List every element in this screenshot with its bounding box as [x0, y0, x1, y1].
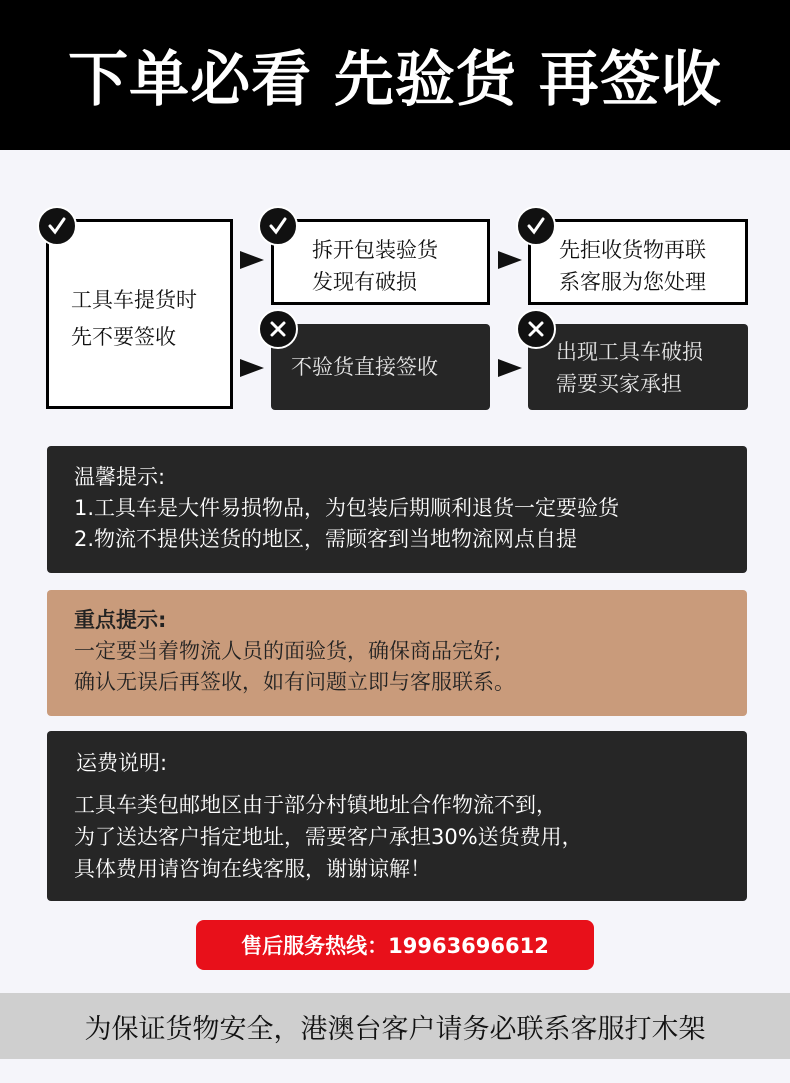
tips-line2: 2.物流不提供送货的地区，需顾客到当地物流网点自提: [74, 527, 578, 551]
flow-bad-step1-line1: 不验货直接签收: [291, 355, 438, 379]
check-badge-icon: [258, 206, 298, 246]
flow-ok-step1-box: [271, 219, 490, 305]
important-panel: [47, 590, 747, 716]
flow-ok-step1-line2: 发现有破损: [312, 270, 417, 294]
page-title: 下单必看 先验货 再签收: [68, 45, 722, 115]
flow-bad-step2-box: [528, 324, 748, 410]
shipping-title: 运费说明:: [76, 751, 168, 775]
important-title: 重点提示:: [74, 608, 167, 632]
arrow-right-icon: [240, 359, 264, 377]
hotline-badge: [196, 920, 594, 970]
flow-ok-step1-line1: 拆开包装验货: [312, 238, 438, 262]
flow-start-box: [46, 219, 233, 409]
flow-bad-step1-box: [271, 324, 490, 410]
flow-ok-step2-line2: 系客服为您处理: [559, 270, 706, 294]
footer-text: 为保证货物安全，港澳台客户请务必联系客服打木架: [84, 1013, 706, 1045]
shipping-line3: 具体费用请咨询在线客服，谢谢谅解！: [74, 857, 431, 881]
tips-panel: [47, 446, 747, 573]
tips-title: 温馨提示:: [74, 465, 166, 489]
cross-badge-icon: [258, 309, 298, 349]
flow-ok-step2-box: [528, 219, 748, 305]
shipping-panel: [47, 731, 747, 901]
flow-start-line1: 工具车提货时: [71, 288, 197, 312]
flow-bad-step2-line1: 出现工具车破损: [556, 340, 703, 364]
arrow-right-icon: [498, 359, 522, 377]
hotline-label: 售后服务热线：19963696612: [241, 934, 549, 958]
page-header: [0, 0, 790, 150]
cross-badge-icon: [516, 309, 556, 349]
check-badge-icon: [516, 206, 556, 246]
flow-start-line2: 先不要签收: [71, 325, 176, 349]
arrow-right-icon: [498, 251, 522, 269]
flow-ok-step2-line1: 先拒收货物再联: [559, 238, 706, 262]
check-badge-icon: [37, 206, 77, 246]
shipping-line2: 为了送达客户指定地址，需要客户承担30%送货费用，: [74, 825, 583, 849]
important-line1: 一定要当着物流人员的面验货，确保商品完好;: [74, 639, 502, 663]
flow-bad-step2-line2: 需要买家承担: [556, 372, 682, 396]
arrow-right-icon: [240, 251, 264, 269]
tips-line1: 1.工具车是大件易损物品，为包装后期顺利退货一定要验货: [74, 496, 620, 520]
important-line2: 确认无误后再签收，如有问题立即与客服联系。: [74, 670, 515, 694]
footer-banner: [0, 993, 790, 1059]
shipping-line1: 工具车类包邮地区由于部分村镇地址合作物流不到，: [74, 793, 557, 817]
